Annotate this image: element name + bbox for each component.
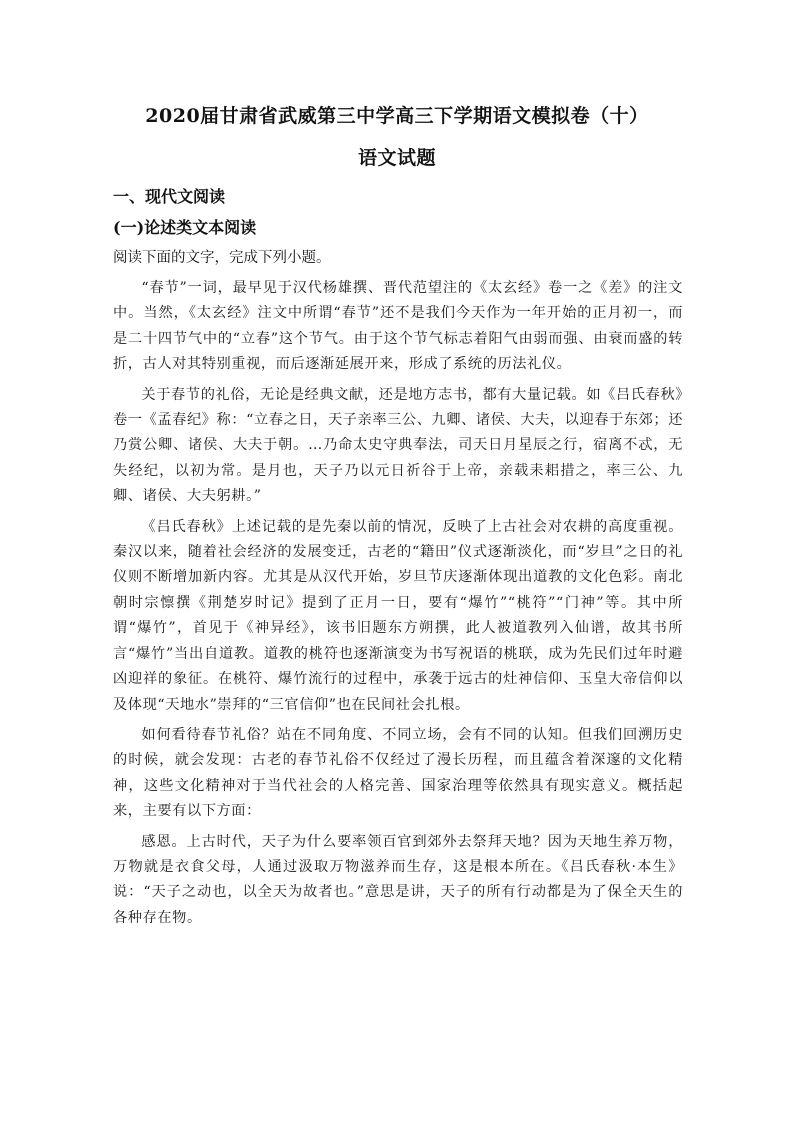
passage-paragraph: “春节”一词，最早见于汉代杨雄撰、晋代范望注的《太玄经》卷一之《差》的注文中。当然，《太玄经》注文中所谓“春节”还不是我们今天作为一年开始的正月初一，而是二十四节气中的“立春”这个节气。由于这个节气标志着阳气由弱而强、由衰而盛的转折，古人对其特别重视，而后逐渐延展开来，形成了系统的历法礼仪。 [113,280,683,373]
passage-paragraph: 《吕氏春秋》上述记载的是先秦以前的情况，反映了上古社会对农耕的高度重视。秦汉以来，随着社会经济的发展变迁，古老的“籍田”仪式逐渐淡化，而“岁旦”之日的礼仪则不断增加新内容。尤其是从汉代开始，岁旦节庆逐渐体现出道教的文化色彩。南北朝时宗懔撰《荆楚岁时记》提到了正月一日，要有“爆竹”“桃符”“门神”等。其中所谓“爆竹”，首见于《神异经》，该书旧题东方朔撰，此人被道教列入仙谱，故其书所言“爆竹”当出自道教。道教的桃符也逐渐演变为书写祝语的桃联，成为先民们过年时避凶迎祥的象征。在桃符、爆竹流行的过程中，承袭于远古的灶神信仰、玉皇大帝信仰以及体现“天地水”崇拜的“三官信仰”也在民间社会扎根。 [113,518,683,713]
reading-instruction: 阅读下面的文字，完成下列小题。 [113,250,331,266]
reading-passage [113,276,683,936]
document-subtitle: 语文试题 [357,147,436,169]
passage-paragraph: 如何看待春节礼俗？站在不同角度、不同立场，会有不同的认知。但我们回溯历史的时候，就会发现：古老的春节礼俗不仅经过了漫长历程，而且蕴含着深邃的文化精神，这些文化精神对于当代社会的人格完善、国家治理等依然具有现实意义。概括起来，主要有以下方面： [113,726,683,820]
document-title: 2020届甘肃省武威第三中学高三下学期语文模拟卷（十） [145,105,649,127]
passage-paragraph: 关于春节的礼俗，无论是经典文献，还是地方志书，都有大量记载。如《吕氏春秋》卷一《孟春纪》称：“立春之日，天子亲率三公、九卿、诸侯、大夫，以迎春于东郊；还乃赏公卿、诸侯、大夫于朝。…乃命太史守典奉法，司天日月星辰之行，宿离不忒，无失经纪，以初为常。是月也，天子乃以元日祈谷于上帝，亲载耒耜措之，率三公、九卿、诸侯、大夫躬耕。” [113,386,683,505]
section-heading: 一、现代文阅读 [113,187,226,206]
passage-paragraph: 感恩。上古时代，天子为什么要率领百官到郊外去祭拜天地？因为天地生养万物，万物就是衣食父母，人通过汲取万物滋养而生存，这是根本所在。《吕氏春秋·本生》说：“天子之动也，以全天为故者也。”意思是讲，天子的所有行动都是为了保全天生的各种存在物。 [113,833,683,926]
subsection-heading: (一)论述类文本阅读 [113,218,257,237]
